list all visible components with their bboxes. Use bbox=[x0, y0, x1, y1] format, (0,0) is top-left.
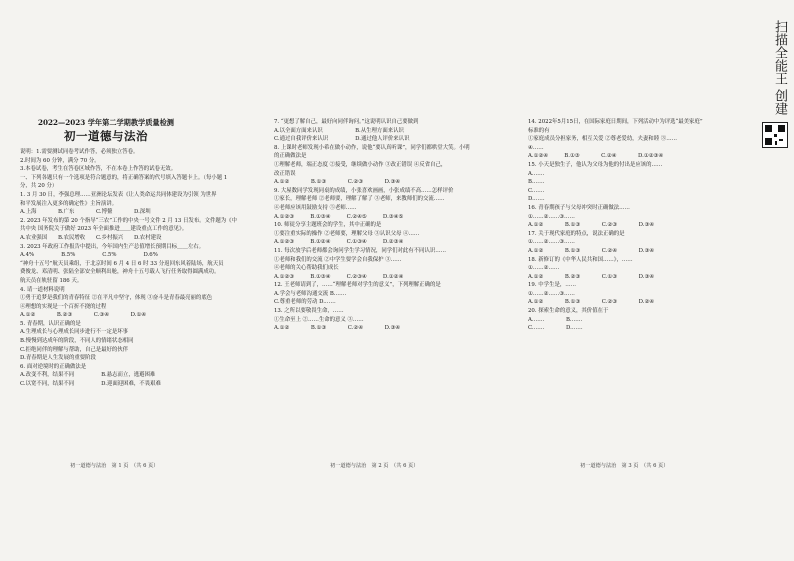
text-line: A.4% B.5% C.5% D.6% bbox=[20, 252, 158, 259]
text-line: ①家长，理解老师 ②老师要，理解了解了 ③老师，来教师们的交流…… bbox=[274, 196, 445, 203]
text-line: 4. 请一道材料说明 bbox=[20, 286, 65, 293]
text-line: A.①②③ B.①③④ C.②④⑤ D.③④⑤ bbox=[274, 213, 404, 220]
text-line: 7. “更想了解自己，最好向同伴询问。”这说明认识自己要做到 bbox=[274, 119, 419, 125]
text-line: C.以宽不同，结果不同 D.迎面迎困难，不畏艰难 bbox=[20, 381, 161, 388]
text-line: A.①② B.②③ C.①③ D.③④ bbox=[528, 273, 655, 280]
text-line: 13. 之所以要敬畏生命，…… bbox=[274, 308, 344, 315]
text-line: 10. 师徒分享主题班会的学生，其中正确的是 bbox=[274, 222, 382, 229]
text-line: ①……②…… bbox=[528, 265, 560, 272]
text-line: ①家庭成员分担家务，相互关爱 ②尊老爱幼，夫妻和睦 ③…… bbox=[528, 136, 677, 143]
text-line: C.拒绝同伴的理解与帮助，自己是最好的伙伴 bbox=[20, 346, 129, 353]
exam-year-line: 2022—2023 学年第二学期教学质量检测 bbox=[38, 118, 174, 127]
text-line: 18. 新修订的《中华人民共和国……》，…… bbox=[528, 256, 633, 263]
text-line: A.①②④ B.①③ C.②④ D.①②③④ bbox=[528, 153, 664, 160]
qr-code bbox=[762, 122, 788, 148]
text-line: 17. 关于现代家庭的特点，说法正确的是 bbox=[528, 230, 625, 237]
text-line: 改正错误 bbox=[274, 170, 296, 177]
text-line: ④老师应该用鼓励支持 ⑤老师…… bbox=[274, 204, 357, 211]
column-page-2 bbox=[274, 118, 514, 450]
text-line: A.①②③ B.①③④ C.②③④ D.①②④ bbox=[274, 273, 404, 280]
text-line: D.…… bbox=[528, 196, 545, 203]
text-line: 标准的有 bbox=[528, 127, 550, 134]
text-line: A.①② B.①③ C.②③ D.③④ bbox=[528, 222, 655, 229]
text-line: ①生命至上 ②……生命的意义 ③…… bbox=[274, 316, 364, 323]
text-line: D.青春期是人生发展的重要阶段 bbox=[20, 355, 96, 362]
text-line: 费俊龙、邓清明、张陆全部安全顺利出舱，神舟十五号载人飞行任务取得圆满成功。 bbox=[20, 269, 220, 276]
text-line: 分，共 20 分） bbox=[20, 183, 58, 190]
page-footer-3: 初一道德与法治 第 3 页 （共 6 页） bbox=[580, 463, 669, 469]
text-line: ④理想的实现是一个百折不挠的过程 bbox=[20, 303, 107, 310]
text-line: C.通过自我评价来认识 D.通过他人评价来认识 bbox=[274, 136, 410, 143]
text-line: 的正确做法是 bbox=[274, 153, 307, 160]
text-line: “神舟十五号”航天员乘组，于北京时间 6 月 4 日 6 时 33 分返回东风着陆场，航天员 bbox=[20, 260, 224, 267]
text-line: ①……②……③…… bbox=[528, 213, 575, 220]
text-line: 15. 小天是独生子，他认为父母为他的付出是应该的…… bbox=[528, 161, 663, 168]
text-line: C.…… D.…… bbox=[528, 325, 583, 332]
exam-title: 初一道德与法治 bbox=[64, 129, 148, 143]
text-line: A.以全面方面来认识 B.从生理方面来认识 bbox=[274, 127, 404, 134]
text-line: 共中央 国务院关于做好 2023 年全面推进＿＿建设重点工作的意见》。 bbox=[20, 226, 188, 233]
text-line: B.慢慢到达成年的阶段，不同人的情绪状态相同 bbox=[20, 338, 134, 345]
page-footer-1: 初一道德与法治 第 1 页 （共 6 页） bbox=[70, 463, 159, 469]
text-line: 12. 王老师请到了，……“理解老师对学生的意义”，下列理解正确的是 bbox=[274, 282, 441, 289]
text-line: 航天员在轨驻留 186 天。 bbox=[20, 277, 83, 284]
text-line: ④老师的关心帮助我们成长 bbox=[274, 265, 339, 272]
text-line: 11. 每次放学后老师都会询问学生学习情况，同学们对此有不同认识…… bbox=[274, 247, 447, 254]
text-line: 3. 2023 年政府工作报告中提出，今年国内生产总值增长预期目标＿＿左右。 bbox=[20, 243, 205, 250]
text-line: 说明：1.需要测试同卷考试作答，必须独立答卷。 bbox=[20, 149, 139, 155]
text-line: 一、下列各题只有一个选项是符合题意的，将正确答案的代号填入答题卡上。（每小题 1 bbox=[20, 174, 228, 181]
text-line: 19. 中学生是，…… bbox=[528, 282, 577, 289]
scan-stamp: 扫描全能王 创建 bbox=[772, 20, 787, 116]
text-line: A.改变不利，结果不同 B.悬志而立，逃避困难 bbox=[20, 372, 156, 379]
text-line: A.…… B.…… bbox=[528, 316, 583, 323]
text-line: 2. 2023 年发布的第 20 个指导“三农”工作的中央一号文件 2 月 13 日发布。文件题为《中 bbox=[20, 217, 237, 224]
text-line: ①要注重实际的操作 ②老师要，理解父母 ③认识父母 ④…… bbox=[274, 230, 420, 237]
text-line: 14. 2022年5月15日，在国际家庭日期间，下列活动中为评选“最美家庭” bbox=[528, 119, 703, 125]
text-line: A.学会与老师沟通交流 B.…… bbox=[274, 290, 347, 297]
column-page-3 bbox=[528, 118, 753, 450]
text-line: A.①②③ B.①②④ C.①③④ D.②③④ bbox=[274, 239, 404, 246]
text-line: 9. 大屋数同学发现同桌的成绩，小张喜欢画画，小张成绩不高……怎样评价 bbox=[274, 187, 454, 194]
column-page-1 bbox=[20, 148, 255, 450]
text-line: A.上海 B.广东 C.博鳌 D.深圳 bbox=[20, 209, 151, 216]
text-line: 2.时间为 60 分钟，满分 70 分。 bbox=[20, 157, 100, 164]
text-line: ①……②……③…… bbox=[528, 239, 575, 246]
text-line: A.①② B.②③ C.③④ D.①④ bbox=[20, 312, 147, 319]
text-line: A.生理成长与心理成长同步进行不一定是坏事 bbox=[20, 329, 129, 336]
text-line: A.①② B.①③ C.②④ D.③④ bbox=[528, 247, 655, 254]
text-line: C.…… bbox=[528, 187, 545, 194]
text-line: B.…… bbox=[528, 179, 545, 186]
text-line: ①勇于追梦是我们的青春特征 ②在平凡中坚守，体现 ③奋斗是青春最亮丽的底色 bbox=[20, 295, 213, 302]
page-footer-2: 初一道德与法治 第 2 页 （共 6 页） bbox=[330, 463, 419, 469]
text-line: A.①② B.①③ C.②③ D.③④ bbox=[274, 179, 401, 186]
text-line: 3.本卷试卷，考生在答卷区域作答，不在本卷上作答的试卷无效。 bbox=[20, 166, 177, 173]
text-line: 1. 3 月 30 日，李强总理……亚洲论坛发表《让人类命运共同体建设为引领 为世界 bbox=[20, 191, 217, 198]
text-line: A.①② B.①③ C.②③ D.②④ bbox=[528, 299, 655, 306]
text-line: A.…… bbox=[528, 170, 545, 177]
text-line: A.①② B.①③ C.②④ D.③④ bbox=[274, 325, 401, 332]
text-line: 6. 面对逆境时的正确做法是 bbox=[20, 363, 87, 370]
text-line: 16. 青春期孩子与父母冲突时正确做法…… bbox=[528, 204, 630, 211]
text-line: 和平发展注入更多的确定性》主旨演讲。 bbox=[20, 200, 118, 207]
text-line: 20. 探索生命的意义，其价值在于 bbox=[528, 308, 609, 315]
text-line: ④…… bbox=[528, 144, 544, 151]
text-line: ①老师和我们的交流 ②中学生要学会自我保护 ③…… bbox=[274, 256, 402, 263]
text-line: A.农业强国 B.农民增收 C.乡村振兴 D.农村建设 bbox=[20, 234, 162, 241]
text-line: 8. 上课时老师发现小希在做小动作，说他“要认真听课”，同学们都哄堂大笑。小明 bbox=[274, 144, 470, 151]
text-line: ①……②……③…… bbox=[528, 290, 575, 297]
text-line: ①理解老师，端正态度 ②接受，继续做小动作 ③改正错误 ④反省自己， bbox=[274, 161, 447, 168]
text-line: 5. 青春期，认识正确的是 bbox=[20, 320, 81, 327]
text-line: C.尊重老师的劳动 D.…… bbox=[274, 299, 336, 306]
